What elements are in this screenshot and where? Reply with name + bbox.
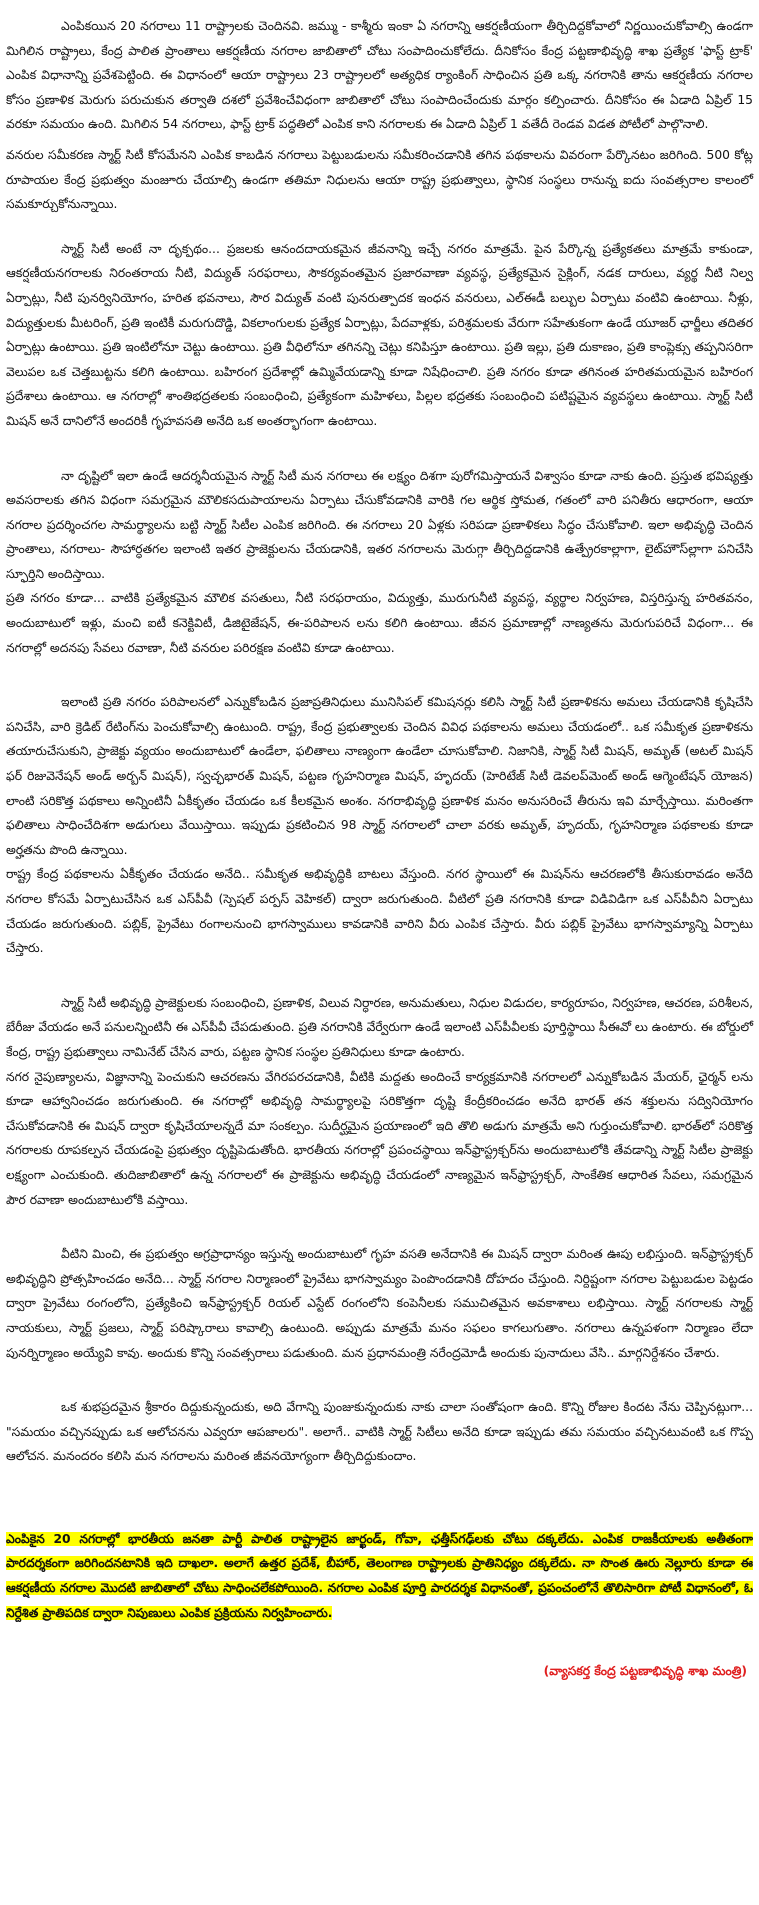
paragraph-4: నా దృష్టిలో ఇలా ఉండే ఆదర్శనీయమైన స్మార్ట్ సిటీ మన నగరాలు ఈ లక్ష్యం దిశగా పురోగమిస్తాయనే విశ్వాసం కూడా నాకు ఉంది. ప్రస్తుత భవిష్యత్తు అవసరాలకు తగిన విధంగా సమగ్రమైన మౌలికసదుపాయాలను ఏర్పాటు చేసుకోవడానికి వారికి గల ఆర్థిక స్తోమత, గతంలో వారి పనితీరు ఆధారంగా, ఆయా నగరాల ప్రదర్శించగల సామర్థ్యాలను బట్టి స్మార్ట్ సిటీల ఎంపిక జరిగింది. ఈ నగరాలు 20 ఏళ్లకు సరిపడా ప్రణాళికలు సిద్ధం చేసుకోవాలి. ఇలా అభివృద్ధి చెందిన ప్రాంతాలు, నగరాలు- సౌహార్ధతగల ఇలాంటి ఇతర ప్రాజెక్టులను చేయడానికి, ఇతర నగరాలను మెరుగ్గా తీర్చిదిద్దడానికి ఉత్ప్రేరకాల్లాగా, లైట్‌హౌస్‌ల్లాగా పనిచేసి స్ఫూర్తిని అందిస్తాయి. [6,468,753,581]
paragraph-7: రాష్ట్ర కేంద్ర పథకాలను ఏకీకృతం చేయడం అనేది.. సమీకృత అభివృద్ధికి బాటలు వేస్తుంది. నగర స్థాయిలో ఈ మిషన్‌ను ఆచరణలోకి తీసుకురావడం అనేది నగరాల కోసమే ఏర్పాటుచేసిన ఒక ఎస్‌పీవీ (స్పెషల్ పర్పస్ వెహికల్) ద్వారా జరుగుతుంది. వీటిలో ప్రతి నగరానికి కూడా విడివిడిగా ఒక ఎస్‌పీవీని ఏర్పాటు చేయడం జరుగుతుంది. పబ్లిక్, ప్రైవేటు రంగాలనుంచి భాగస్వాములు కావడానికి వారిని వీరు ఎంపిక చేస్తారు. వీరు పబ్లిక్ ప్రైవేటు భాగస్వామ్యాన్ని ఏర్పాటు చేస్తారు. [6,867,753,956]
paragraph-2: వనరుల సమీకరణ స్మార్ట్ సిటీ కోసమేనని ఎంపిక కాబడిన నగరాలు పెట్టుబడులను సమీకరించడానికి తగిన పథకాలను వివరంగా పేర్కొనటం జరిగింది. 500 కోట్ల రూపాయల కేంద్ర ప్రభుత్వం మంజూరు చేయాల్సి ఉండగా తతిమా నిధులను ఆయా రాష్ట్ర ప్రభుత్వాలు, స్థానిక సంస్థలు రానున్న ఐదు సంవత్సరాల కాలంలో సమకూర్చుకోనున్నాయి. [6,147,753,212]
highlight-box [6,1527,753,1625]
paragraph-5: ప్రతి నగరం కూడా... వాటికి ప్రత్యేకమైన మౌలిక వసతులు, నీటి సరఫరాయం, విద్యుత్తు, మురుగునీటి వ్యవస్థ, వ్యర్థాల నిర్వహణ, విస్తరిస్తున్న హరితవనం, అందుబాటులో ఇళ్లు, మంచి ఐటీ కనెక్టివిటీ, డిజిటైజేషన్, ఈ-పరిపాలన లను కలిగి ఉంటాయి. జీవన ప్రమాణాల్లో నాణ్యతను మెరుగుపరిచే విధంగా... ఈ నగరాల్లో అదనపు సేవలు రవాణా, నీటి వనరుల పరిరక్షణ వంటివి కూడా ఉంటాయి. [6,591,753,655]
paragraph-9: నగర నైపుణ్యాలను, విజ్ఞానాన్ని పెంచుకుని ఆచరణను వేగిరపరచడానికి, వీటికి మద్దతు అందించే కార్యక్రమానికి నగరాలలో ఎన్నుకోబడిన మేయర్, ఛైర్మన్ లను కూడా ఆహ్వానించడం జరుగుతుంది. ఈ నగరాల్లో అభివృద్ధి సామర్థ్యాలపై సరికొత్తగా దృష్టి కేంద్రీకరించడం అనేది భారత్ తన శక్తులను సద్వినియోగం చేసుకోవడానికి ఈ మిషన్ ద్వారా కృషిచేయాలన్నదే మా సంకల్పం. సుదీర్ఘమైన ప్రయాణంలో ఇది తొలి అడుగు మాత్రమే అని గుర్తుంచుకోవాలి. భారత్‌లో సరికొత్త నగరాలకు రూపకల్పన చేయడంపై ప్రభుత్వం దృష్టిపెడుతోంది. భారతీయ నగరాల్లో ప్రపంచస్థాయి ఇన్‌ఫ్రాస్ట్రక్చర్‌ను అందుబాటులోకి తేవడాన్ని స్మార్ట్ సిటీల ప్రాజెక్టు లక్ష్యంగా ఎంచుకుంది. తుదిజాబితాలో ఉన్న నగరాలలో ఈ ప్రాజెక్టును అభివృద్ధి చేయడంలో నాణ్యమైన ఇన్‌ఫ్రాస్ట్రక్చర్, సాంకేతిక ఆధారిత సేవలు, సమగ్రమైన పౌర రవాణా అందుబాటులోకి వస్తాయి. [6,1069,753,1207]
paragraph-1: ఎంపికయిన 20 నగరాలు 11 రాష్ట్రాలకు చెందినవి. జమ్ము - కాశ్మీరు ఇంకా ఏ నగరాన్ని ఆకర్షణీయంగా తీర్చిదిద్దకోవాలో నిర్ణయించుకోవాల్సి ఉండగా మిగిలిన రాష్ట్రాలు, కేంద్ర పాలిత ప్రాంతాలు ఆకర్షణీయ నగరాల జాబితాలో చోటు సంపాదించుకోలేదు. దీనికోసం కేంద్ర పట్టణాభివృద్ధి శాఖ ప్రత్యేక 'ఫాస్ట్ ట్రాక్' ఎంపిక విధానాన్ని ప్రవేశపెట్టింది. ఈ విధానంలో ఆయా రాష్ట్రాలు 23 రాష్ట్రాలలో అత్యధిక ర్యాంకింగ్ సాధించిన ప్రతి ఒక్క నగరానికి తాను ఆకర్షణీయ నగరాల కోసం ప్రణాళిక మెరుగు పరుచుకున తర్వాతి దశలో ప్రవేశించేవిధంగా జాబితాలో చోటు సంపాదించేందుకు మార్గం కల్పించారు. దీనికోసం ఈ ఏడాది ఏప్రిల్ 15 వరకూ సమయం ఉంది. మిగిలిన 54 నగరాలు, ఫాస్ట్ ట్రాక్ పద్ధతిలో ఎంపిక కాని నగరాలకు ఈ ఏడాది ఏప్రిల్ 1 వతేదీ రెండవ విడత పోటీలో పాల్గొనాలి. [6,19,753,132]
paragraph-10: వీటిని మించి, ఈ ప్రభుత్వం అగ్రప్రాధాన్యం ఇస్తున్న అందుబాటులో గృహ వసతి అనేదానికి ఈ మిషన్ ద్వారా మరింత ఊపు లభిస్తుంది. ఇన్‌ఫ్రాస్ట్రక్చర్ అభివృద్ధిని ప్రోత్సహించడం అనేది... స్మార్ట్ నగరాల నిర్మాణంలో ప్రైవేటు భాగస్వామ్యం పెంపొందడానికి దోహదం చేస్తుంది. నిర్దిష్టంగా నగరాల పెట్టుబడుల పెట్టడం ద్వారా ప్రైవేటు రంగంలోని, ప్రత్యేకించి ఇన్‌ఫ్రాస్ట్రక్చర్ రియల్ ఎస్టేట్ రంగంలోని కంపెనీలకు సముచితమైన అవకాశాలు లభిస్తాయి. స్మార్ట్ నగరాలకు స్మార్ట్ నాయకులు, స్మార్ట్ ప్రజలు, స్మార్ట్ పరిష్కారాలు కావాల్సి ఉంటుంది. అప్పుడు మాత్రమే మనం సఫలం కాగలుగుతాం. నగరాలు ఉన్నపళంగా నిర్మాణం లేదా పునర్నిర్మాణం అయ్యేవి కావు. అందుకు కొన్ని సంవత్సరాలు పడుతుంది. మన ప్రధానమంత్రి నరేంద్రమోడీ అందుకు పునాదులు వేసి.. మార్గనిర్దేశనం చేశారు. [6,1247,753,1360]
paragraph-3: స్మార్ట్ సిటీ అంటే నా దృక్పథం... ప్రజలకు ఆనందదాయకమైన జీవనాన్ని ఇచ్చే నగరం మాత్రమే. పైన పేర్కొన్న ప్రత్యేకతలు మాత్రమే కాకుండా, ఆకర్షణీయనగరాలకు నిరంతరాయ నీటి, విద్యుత్ సరఫరాలు, సౌకర్యవంతమైన ప్రజారవాణా వ్యవస్థ, ప్రత్యేకమైన సైక్లింగ్, నడక దారులు, వ్యర్థ నీటి నిల్వ ఏర్పాట్లు, నీటి పునర్వినియోగం, హరిత భవనాలు, సౌర విద్యుత్ వంటి పునరుత్పాదక ఇంధన వనరులు, ఎల్ఈడీ బల్బుల ఏర్పాటు వంటివి ఉంటాయి. నీళ్లు, విద్యుత్తులకు మీటరింగ్, ప్రతి ఇంటికీ మరుగుదొడ్డి, వికలాంగులకు ప్రత్యేక ఏర్పాట్లు, పేదవాళ్లకు, పరిశ్రమలకు వేరుగా సహేతుకంగా ఉండే యూజర్ ఛార్జీలు తదితర ఏర్పాట్లు ఉంటాయి. ప్రతి ఇంటిలోనూ చెట్టు ఉంటాయి. ప్రతి వీధిలోనూ తగినన్ని చెట్లు కనిపిస్తూ ఉంటాయి. ప్రతి ఇల్లు, ప్రతి దుకాణం, ప్రతి కాంప్లెక్సు తప్పనిసరిగా వెలుపల ఒక చెత్తబుట్టను కలిగి ఉంటాయి. బహిరంగ ప్రదేశాల్లో ఉమ్మివేయడాన్ని కూడా నిషేధించాలి. ప్రతి నగరం కూడా తగినంత హరితమయమైన బహిరంగ ప్రదేశాలు ఉంటాయి. ఆ నగరాల్లో శాంతిభద్రతలకు సంబంధించి, ప్రత్యేకంగా మహిళలు, పిల్లల భద్రతకు సంబంధించి పటిష్టమైన వ్యవస్థలు ఉంటాయి. స్మార్ట్ సిటీ మిషన్ అనే దానిలోనే అందరికీ గృహవసతి అనేది ఒక అంతర్భాగంగా ఉంటాయి. [6,241,753,428]
paragraph-6: ఇలాంటి ప్రతి నగరం పరిపాలనలో ఎన్నుకోబడిన ప్రజాప్రతినిధులు మునిసిపల్ కమిషనర్లు కలిసి స్మార్ట్ సిటీ ప్రణాళికను అమలు చేయడానికి కృషిచేసి పనిచేసి, వారి క్రెడిట్ రేటింగ్‌ను పెంచుకోవాల్సి ఉంటుంది. రాష్ట్ర, కేంద్ర ప్రభుత్వాలకు చెందిన వివిధ పథకాలను అమలు చేయడంలో.. ఒక సమీకృత ప్రణాళికను తయారుచేసుకుని, ప్రాజెక్టు వ్యయం అందుబాటులో ఉండేలా, ఫలితాలు నాణ్యంగా ఉండేలా చూసుకోవాలి. నిజానికి, స్మార్ట్ సిటీ మిషన్, అమృత్ (అటల్ మిషన్ ఫర్ రిజువెనేషన్ అండ్ అర్బన్ మిషన్), స్వచ్ఛభారత్ మిషన్, పట్టణ గృహనిర్మాణ మిషన్, హృదయ్ (హెరిటేజ్ సిటీ డెవలప్‌మెంట్ అండ్ ఆగ్మెంటేషన్ యోజన) లాంటి సరికొత్త పథకాలు అన్నింటినీ ఏకీకృతం చేయడం ఒక కీలకమైన అంశం. నగరాభివృద్ధి ప్రణాళిక మనం అనుసరించే తీరును ఇవి మార్చేస్తాయి. మరింతగా ఫలితాలు సాధించేదిశగా అడుగులు వేయిస్తాయి. ఇప్పుడు ప్రకటించిన 98 స్మార్ట్ నగరాలలో చాలా వరకు అమృత్, హృదయ్, గృహనిర్మాణ పథకాలకు కూడా అర్హతను పొంది ఉన్నాయి. [6,695,753,857]
author-signature: (వ్యాసకర్త కేంద్ర పట్టణాభివృద్ధి శాఖ మంత్రి) [543,1664,747,1679]
paragraph-8: స్మార్ట్ సిటీ అభివృద్ధి ప్రాజెక్టులకు సంబంధించి, ప్రణాళిక, విలువ నిర్ధారణ, అనుమతులు, నిధుల విడుదల, కార్యరూపం, నిర్వహణ, ఆచరణ, పరిశీలన, బేరీజు వేయడం అనే పనులన్నింటినీ ఈ ఎస్‌పీవీ చేపడుతుంది. ప్రతి నగరానికి వేర్వేరుగా ఉండే ఇలాంటి ఎస్‌పీవీలకు పూర్తిస్థాయి సీఈవో లు ఉంటారు. ఈ బోర్డులో కేంద్ర, రాష్ట్ర ప్రభుత్వాలు నామినేట్ చేసిన వారు, పట్టణ స్థానిక సంస్థల ప్రతినిధులు కూడా ఉంటారు. [6,995,753,1059]
paragraph-11: ఒక శుభప్రదమైన శ్రీకారం దిద్దుకున్నందుకు, అది వేగాన్ని పుంజుకున్నందుకు నాకు చాలా సంతోషంగా ఉంది. కొన్ని రోజుల కిందట నేను చెప్పినట్లుగా... "సమయం వచ్చినప్పుడు ఒక ఆలోచనను ఎవ్వరూ ఆపజాలరు". అలాగే.. వాటికి స్మార్ట్ సిటీలు అనేది కూడా ఇప్పుడు తమ సమయం వచ్చినటువంటి ఒక గొప్ప ఆలోచన. మనందరం కలిసి మన నగరాలను మరింత జీవనయోగ్యంగా తీర్చిదిద్దుకుందాం. [6,1400,753,1464]
highlight-text: ఎంపికైన 20 నగరాల్లో భారతీయ జనతా పార్టీ పాలిత రాష్ట్రాలైన జార్ఖండ్, గోవా, ఛత్తీస్‌గఢ్‌లకు చోటు దక్కలేదు. ఎంపిక రాజకీయాలకు అతీతంగా పారదర్శకంగా జరిగిందనటానికి ఇది దాఖలా. అలాగే ఉత్తర ప్రదేశ్, బీహార్, తెలంగాణ రాష్ట్రాలకు ప్రాతినిధ్యం దక్కలేదు. నా సొంత ఊరు నెల్లూరు కూడా ఈ ఆకర్షణీయ నగరాల మొదటి జాబితాలో చోటు సాధించలేకపోయింది. నగరాల ఎంపిక పూర్తి పారదర్శక విధానంతో, ప్రపంచంలోనే తొలిసారిగా పోటీ విధానంలో, ఓ నిర్దేశిత ప్రాతిపదిక ద్వారా నిపుణులు ఎంపిక ప్రక్రియను నిర్వహించారు. [6,1531,753,1620]
